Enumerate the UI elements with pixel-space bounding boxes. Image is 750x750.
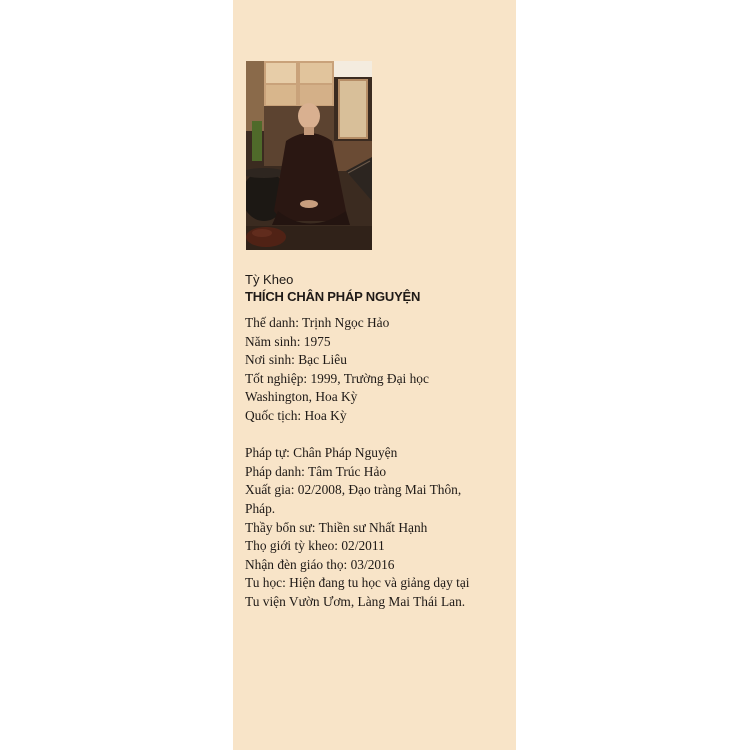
bio-line: Washington, Hoa Kỳ: [245, 389, 358, 405]
title-prefix: Tỳ Kheo: [245, 272, 294, 287]
monk-portrait-photo: [246, 61, 372, 250]
bio-line: Tốt nghiệp: 1999, Trường Đại học: [245, 370, 429, 386]
profile-card: [233, 0, 516, 750]
bio-line: Thế danh: Trịnh Ngọc Hảo: [245, 315, 390, 330]
monk-name: THÍCH CHÂN PHÁP NGUYỆN: [245, 289, 421, 304]
bio-line: Năm sinh: 1975: [245, 333, 331, 349]
bio-line: Pháp danh: Tâm Trúc Hảo: [245, 463, 387, 479]
bio-line: Nơi sinh: Bạc Liêu: [245, 352, 347, 368]
bio-line: Quốc tịch: Hoa Kỳ: [245, 407, 347, 423]
bio-line: Thầy bổn sư: Thiền sư Nhất Hạnh: [245, 519, 428, 535]
bio-line: Pháp.: [245, 500, 276, 516]
bio-line: Xuất gia: 02/2008, Đạo tràng Mai Thôn,: [245, 482, 462, 498]
biography-text: [245, 314, 513, 612]
bio-line: Thọ giới tỳ kheo: 02/2011: [245, 538, 385, 554]
bio-line: Pháp tự: Chân Pháp Nguyện: [245, 445, 398, 461]
bio-line: Nhận đèn giáo thọ: 03/2016: [245, 556, 395, 572]
bio-line: Tu học: Hiện đang tu học và giảng dạy tại: [245, 575, 470, 591]
bio-line: Tu viện Vườn Ươm, Làng Mai Thái Lan.: [245, 593, 466, 609]
section-gap: [245, 426, 513, 445]
